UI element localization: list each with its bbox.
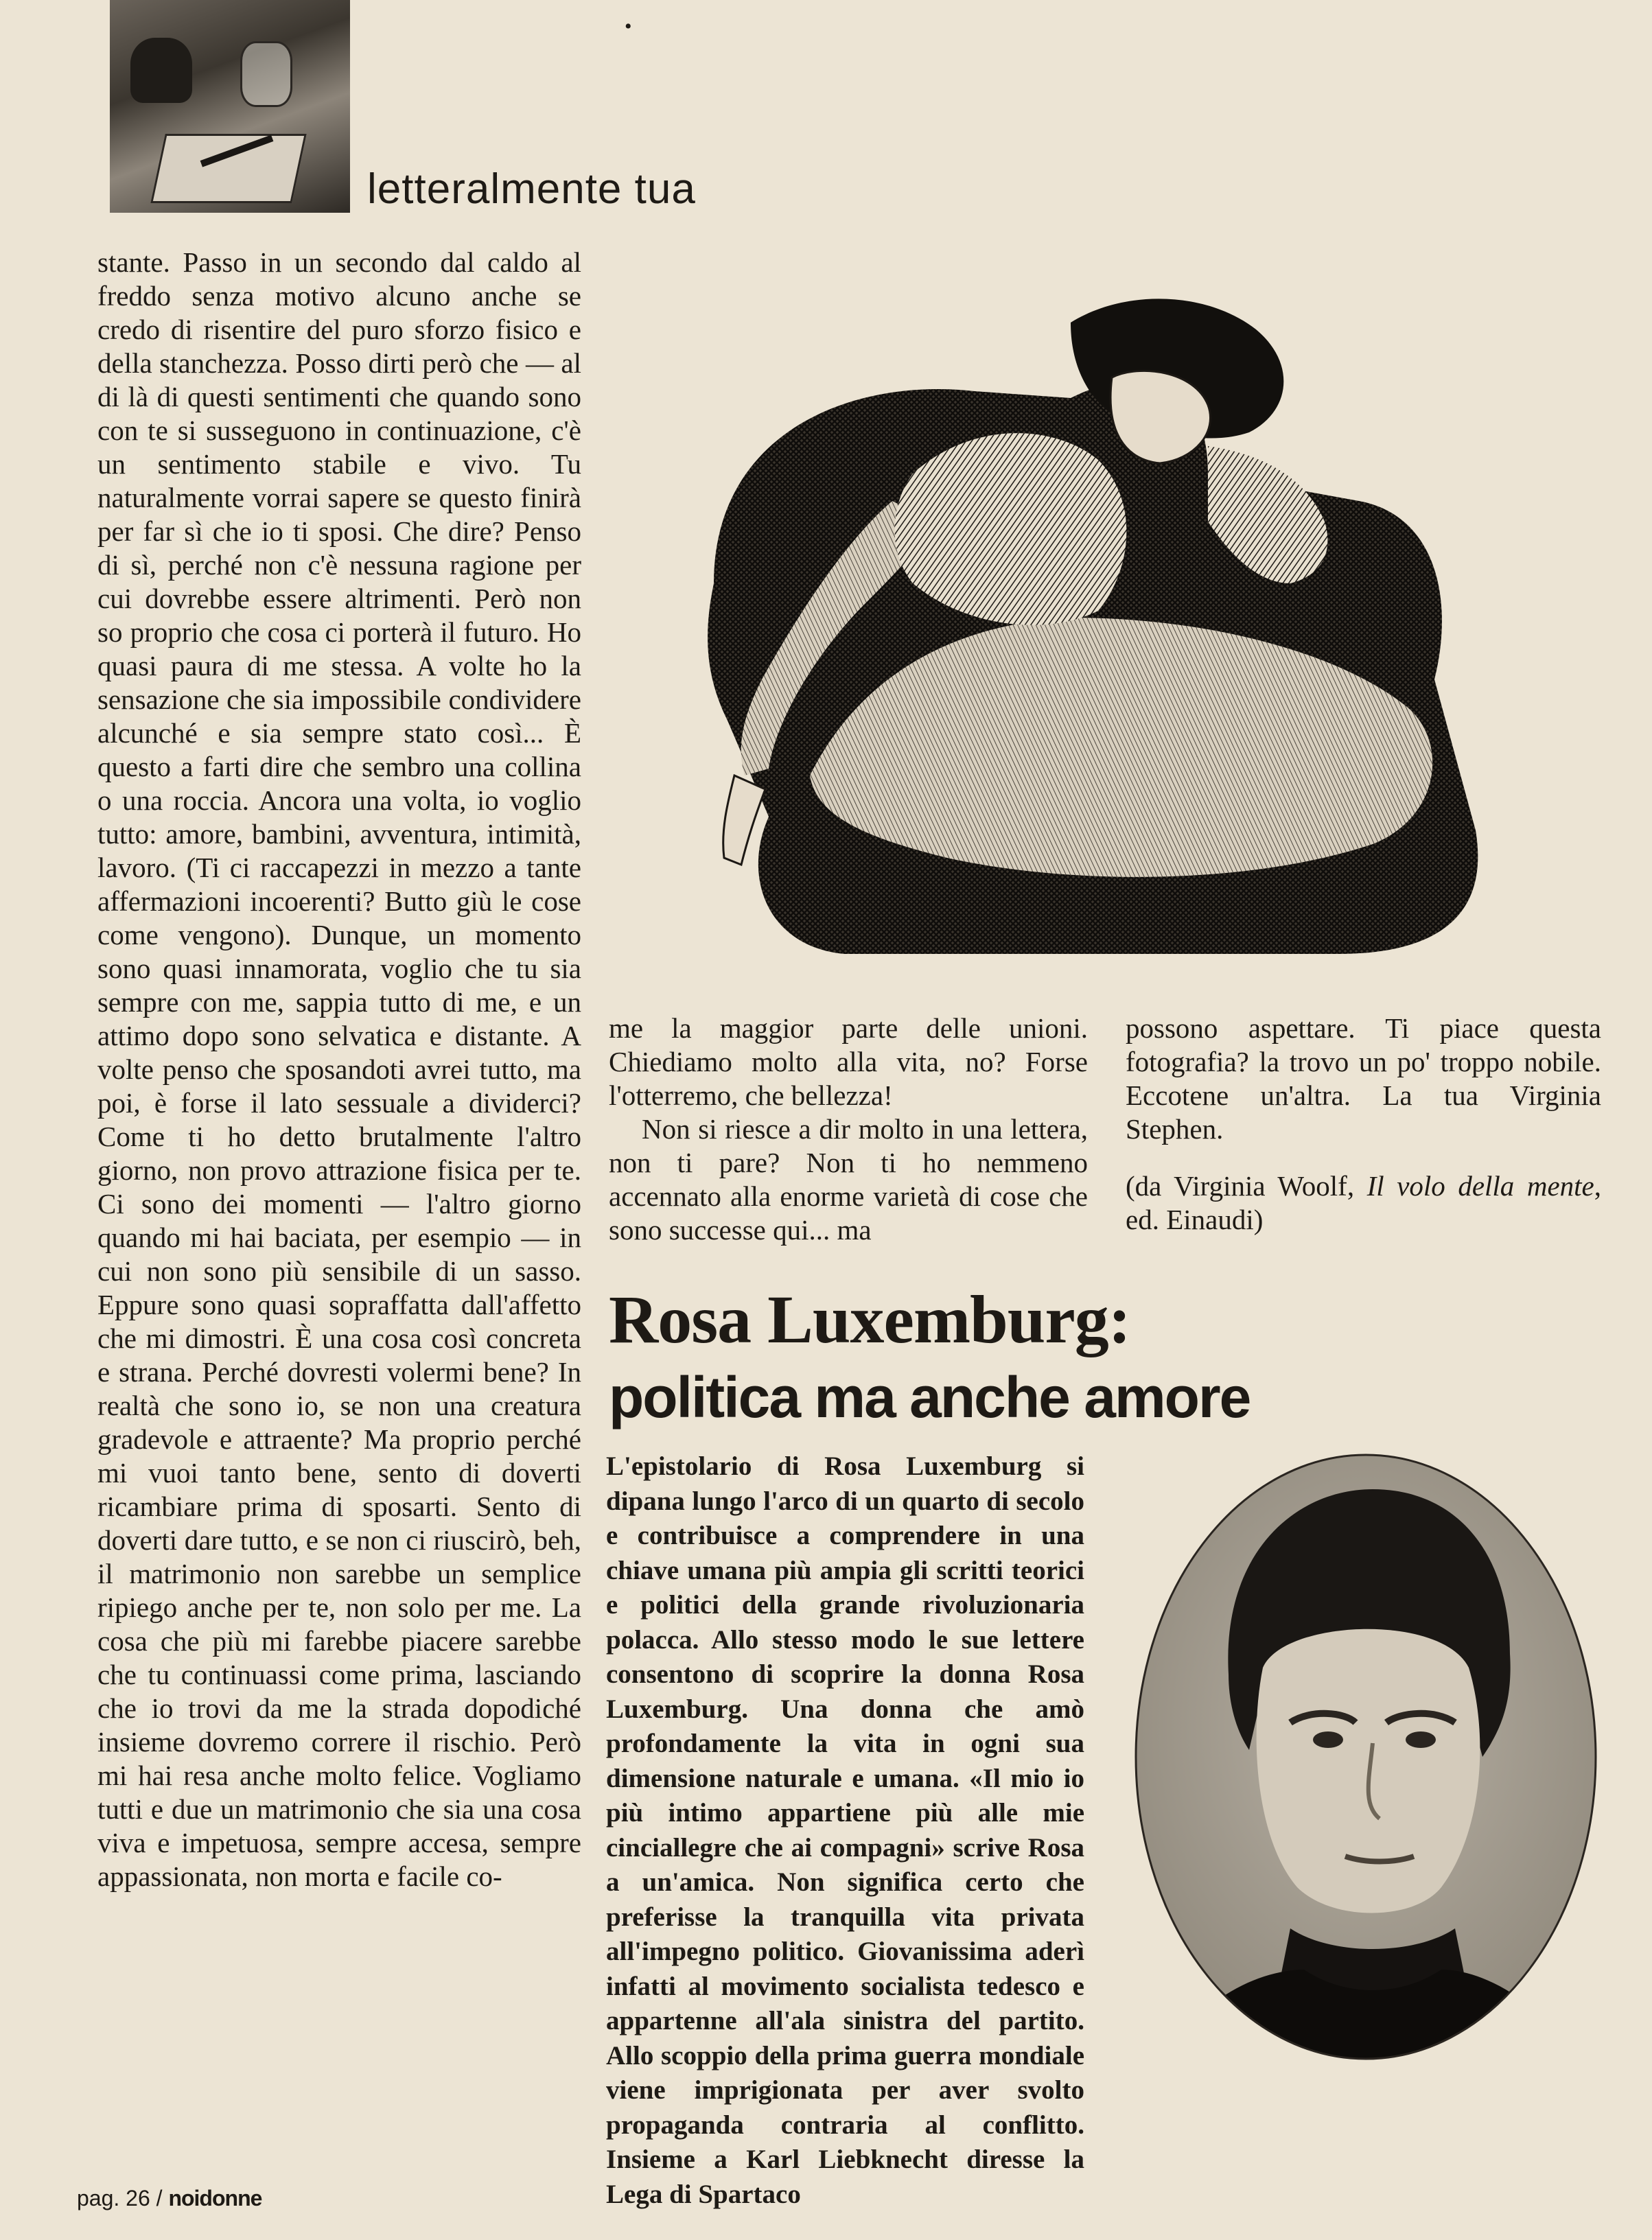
photo-inkwell: [130, 38, 192, 103]
page-footer: [77, 2186, 261, 2211]
decorative-dot: •: [625, 15, 632, 38]
rosa-article-body: L'epistolario di Rosa Luxemburg si dipana lungo l'arco di un quarto di secolo e contribuisce a comprendere in una chiave umana più ampia gli scritti teorici e politici della grande rivoluzionaria polacca. Allo stesso modo le sue lettere consentono di scoprire la donna Rosa Luxemburg. Una donna che amò profondamente la vita in ogni sua dimensione naturale e umana. «Il mio io più intimo appartiene più alle mie cinciallegre che ai compagni» scrive Rosa a un'amica. Non significa certo che preferisse la tranquilla vita privata all'impegno politico. Giovanissima aderì infatti al movimento socialista tedesco e appartenne all'ala sinistra del partito. Allo scoppio della prima guerra mondiale viene imprigionata per aver svolto propaganda contraria al conflitto. Insieme a Karl Liebknecht diresse la Lega di Spartaco: [606, 1451, 1084, 2209]
right-paragraph: possono aspettare. Ti piace questa fotografia? la trovo un po' troppo nobile. Eccotene un'altra. La tua Virginia Stephen.: [1126, 1012, 1601, 1145]
woolf-letter-right-column: [1126, 1012, 1601, 1237]
woolf-letter-left-column: stante. Passo in un secondo dal caldo al freddo senza motivo alcuno anche se credo di risentire del puro sforzo fisico e della stanchezza. Posso dirti però che — al di là di questi sentimenti che quando sono con te si susseguono in continuazione, c'è un sentimento stabile e vivo. Tu naturalmente vorrai sapere se questo finirà per far sì che io ti sposi. Che dire? Penso di sì, perché non c'è nessuna ragione per cui dovrebbe essere altrimenti. Però non so proprio che cosa ci porterà il futuro. Ho quasi paura di me stessa. A volte ho la sensazione che sia impossibile condividere alcunché e sia sempre stato così... È questo a farti dire che sembro una collina o una roccia. Ancora una volta, io voglio tutto: amore, bambini, avventura, intimità, lavoro. (Ti ci raccapezzi in mezzo a tante affermazioni incoerenti? Butto giù le cose come vengono). Dunque, un momento sono quasi innamorata, voglio che tu sia sempre con me, sappia tutto di me, e un attimo dopo sono selvatica e distante. A volte penso che sposandoti avrei tutto, ma poi, è forse il lato sessuale a dividerci? Come ti ho detto brutalmente l'altro giorno, non provo attrazione fisica per te. Ci sono dei momenti — l'altro giorno quando mi hai baciata, per esempio — in cui non sono più sensibile di un sasso. Eppure sono quasi sopraffatta dall'affetto che mi dimostri. È una cosa così concreta e strana. Perché dovresti volermi bene? In realtà che sono io, se non una creatura gradevole e attraente? Ma proprio perché mi vuoi tanto bene, sento di doverti ricambiare prima di sposarti. Sento di doverti dare tutto, e se non ci riuscirò, beh, il matrimonio non sarebbe un semplice ripiego anche per te, non solo per me. La cosa che più mi farebbe piacere sarebbe che tu continuassi come prima, lasciando che io trovi da me la strada dopodiché insieme dovremo correre il rischio. Però mi hai resa anche molto felice. Vogliamo tutti e due un matrimonio che sia una cosa viva e impetuosa, sempre accesa, sempre appassionata, non morta e facile co-: [97, 246, 581, 1892]
magazine-name: noidonne: [168, 2186, 262, 2210]
portrait-eye-left: [1313, 1731, 1343, 1748]
section-title: letteralmente tua: [367, 165, 696, 213]
source-suffix: , ed. Einaudi): [1126, 1170, 1601, 1235]
rosa-article-subtitle: politica ma anche amore: [609, 1365, 1250, 1430]
portrait-eye-right: [1406, 1731, 1436, 1748]
source-book-title: Il volo della mente: [1366, 1170, 1594, 1202]
source-citation: [1126, 1169, 1601, 1237]
portrait-rosa-luxemburg: [1126, 1448, 1606, 2066]
photo-letter-paper: [150, 134, 306, 203]
rosa-article-title: Rosa Luxemburg:: [609, 1281, 1131, 1357]
hand-left: [723, 775, 765, 865]
header-photo-desk: [110, 0, 350, 213]
woolf-letter-mid-column: [609, 1012, 1088, 1247]
photo-glass: [240, 41, 292, 107]
engraving-woman-in-armchair: [686, 295, 1496, 975]
mid-paragraph-1: me la maggior parte delle unioni. Chiediamo molto alla vita, no? Forse l'otterremo, che bellezza!: [609, 1012, 1088, 1111]
source-prefix: (da Virginia Woolf,: [1126, 1170, 1367, 1202]
mid-paragraph-2: Non si riesce a dir molto in una lettera, non ti pare? Non ti ho nemmeno accennato alla enorme varietà di cose che sono successe qui... ma: [609, 1113, 1088, 1246]
page-number: pag. 26 /: [77, 2186, 163, 2210]
